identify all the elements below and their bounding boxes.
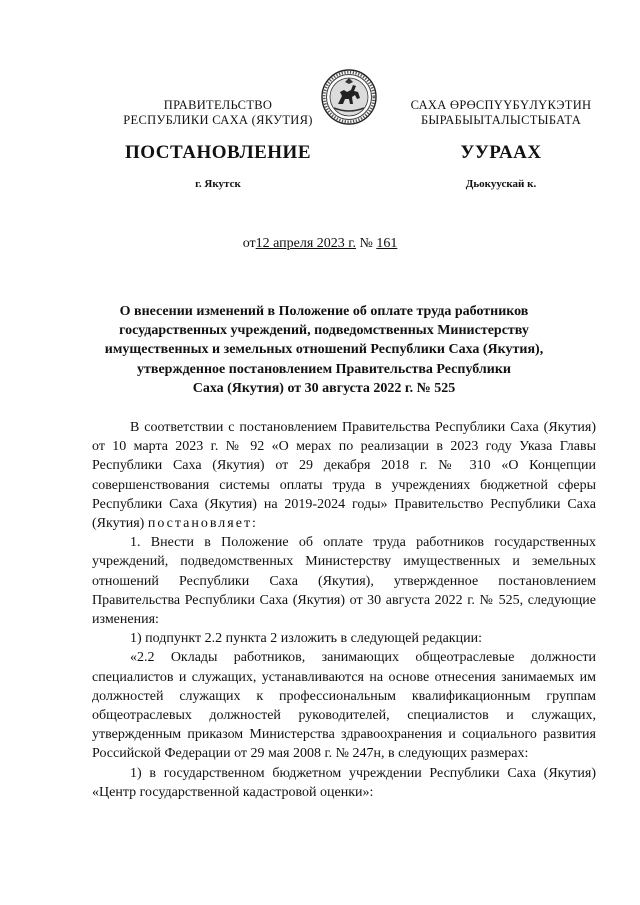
heading-line-5: Саха (Якутия) от 30 августа 2022 г. № 525 (192, 380, 456, 396)
preamble-text: В соответствии с постановлением Правительства Республики Саха (Якутия) от 10 марта 2023 г. № 92 «О мерах по реализации в 2023 году Указа Главы Республики Саха (Якутия) от 29 декабря 2018 г. № 310 «О Концепции совершенствования системы оплаты труда в учреждениях бюджетной сферы Республики Саха (Якутия) на 2019-2024 годы» Правительство Республики Саха (Якутия) (92, 420, 596, 532)
document-heading (98, 302, 550, 398)
number-sign: № (359, 236, 373, 251)
issuer-line-1: ПРАВИТЕЛЬСТВО (163, 98, 273, 112)
date-prefix: от (242, 236, 256, 251)
document-body (92, 418, 596, 802)
clause-1-paragraph: 1. Внести в Положение об оплате труда работников государственных учреждений, подведомственных Министерству имущественных и земельных отношений Республики Саха (Якутия), утвержденное постановлением Правительства Республики Саха (Якутия) от 30 августа 2022 г. № 525, следующие изменения: (92, 535, 596, 628)
city-yakut: Дьокуускай к. (465, 178, 537, 190)
preamble-paragraph (92, 418, 596, 533)
document-date: 12 апреля 2023 г. (255, 236, 356, 251)
city-russian: г. Якутск (195, 178, 241, 190)
heading-line-2: государственных учреждений, подведомственных Министерству (119, 323, 529, 339)
resolves-word: постановляет: (147, 516, 258, 532)
heading-line-1: О внесении изменений в Положение об оплате труда работников (119, 304, 529, 319)
issuer-block-yakut (396, 98, 606, 128)
document-type-yakut: УУРААХ (460, 142, 542, 163)
date-number-line (0, 236, 640, 252)
issuer-line-2: РЕСПУБЛИКИ САХА (ЯКУТИЯ) (123, 113, 313, 127)
subclause-1-paragraph: 1) подпункт 2.2 пункта 2 изложить в следующей редакции: (130, 631, 482, 647)
heading-line-4: утвержденное постановлением Правительства Республики (137, 361, 511, 377)
item-1-paragraph: 1) в государственном бюджетном учреждении Республики Саха (Якутия) «Центр государственной кадастровой оценки»: (92, 765, 596, 800)
heading-line-3: имущественных и земельных отношений Республики Саха (Якутия), (104, 342, 544, 358)
issuer-line-2-yakut: БЫРАБЫЫТАЛЫСТЫБАТА (420, 113, 582, 127)
issuer-block-russian (100, 98, 336, 128)
document-number: 161 (376, 236, 398, 251)
clause-2-2-paragraph: «2.2 Оклады работников, занимающих общеотраслевые должности специалистов и служащих, устанавливаются на основе отнесения занимаемых им должностей служащих к профессиональным квалификационным группам общеотраслевых должностей руководителей, специалистов и служащих, утвержденным приказом Министерства здравоохранения и социального развития Российской Федерации от 29 мая 2008 г. № 247н, в следующих размерах: (92, 650, 596, 762)
coat-of-arms-emblem (320, 68, 378, 126)
issuer-line-1-yakut: САХА ӨРӨСПҮҮБҮЛҮКЭТИН (410, 98, 592, 112)
document-type-russian: ПОСТАНОВЛЕНИЕ (124, 142, 312, 163)
